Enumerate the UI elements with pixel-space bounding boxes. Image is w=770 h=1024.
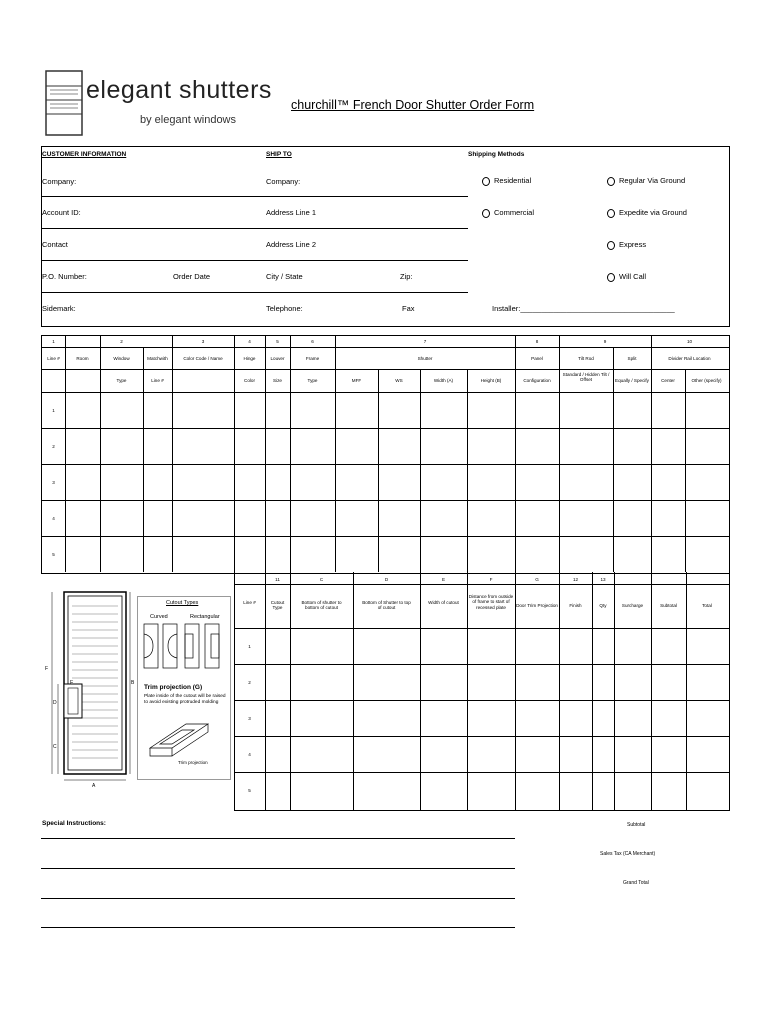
- regular-ground-label: Regular Via Ground: [619, 176, 686, 185]
- dim-b-label: B: [131, 680, 135, 686]
- table-row: 1: [52, 408, 55, 413]
- header-distance: Distance from outside of frame to start of recessed plate: [468, 594, 514, 610]
- header-frame: Frame: [305, 356, 320, 361]
- instructions-line[interactable]: [41, 868, 515, 869]
- col-number: E: [441, 577, 446, 582]
- header-panel: Panel: [531, 356, 543, 361]
- order-date-label: Order Date: [173, 272, 211, 281]
- col-number: G: [535, 577, 539, 582]
- commercial-label: Commercial: [494, 208, 535, 217]
- header-height: Height (B): [480, 378, 502, 383]
- radio-express[interactable]: [607, 240, 646, 250]
- radio-icon: [607, 241, 615, 250]
- header-surcharge: Surcharge: [621, 603, 644, 608]
- header-width-cutout: Width of cutout: [428, 600, 459, 605]
- logo-tagline: by elegant windows: [140, 114, 237, 126]
- radio-icon: [482, 209, 490, 218]
- table-row: 3: [52, 480, 55, 485]
- sales-tax-label: Sales Tax (CA Merchant): [600, 851, 656, 857]
- header-door-trim: Door Trim Projection: [516, 603, 558, 608]
- header-finish: Finish: [569, 603, 582, 608]
- radio-icon: [607, 273, 615, 282]
- dim-e-label: E: [70, 680, 74, 686]
- col-number: F: [489, 577, 493, 582]
- header-split: Split: [627, 356, 637, 361]
- header-ws: WS: [395, 378, 403, 383]
- rectangular-label: Rectangular: [190, 614, 220, 620]
- order-table-main: [41, 335, 730, 574]
- header-subtotal: Subtotal: [660, 603, 677, 608]
- header-frame-type: Type: [307, 378, 318, 383]
- header-bottom-shutter-top: Bottom of Shutter to top of cutout: [362, 600, 411, 611]
- header-louver-size: Size: [273, 378, 282, 383]
- radio-expedite-ground[interactable]: [607, 208, 687, 218]
- header-tilt-standard: Standard / Hidden Tilt / Offset: [562, 372, 610, 383]
- radio-will-call[interactable]: [607, 272, 646, 282]
- header-color-code: Color Code / Name: [183, 356, 223, 361]
- header-total: Total: [702, 603, 712, 608]
- table-row: 5: [248, 788, 251, 793]
- header-line: Line #: [47, 356, 60, 361]
- col-number: 7: [423, 339, 427, 344]
- radio-regular-ground[interactable]: [607, 176, 685, 186]
- col-number: 4: [248, 339, 251, 344]
- trim-projection-icon: [146, 718, 220, 766]
- dim-d-label: D: [53, 700, 57, 706]
- header-window-type: Type: [116, 378, 127, 383]
- trim-label: Trim projection: [178, 760, 208, 765]
- header-center: Center: [661, 378, 675, 383]
- curved-label: Curved: [150, 614, 168, 620]
- instructions-line[interactable]: [41, 927, 515, 928]
- footer-subtotal-label: Subtotal: [627, 822, 646, 828]
- address-line1-label: Address Line 1: [266, 208, 317, 217]
- dim-f-label: F: [45, 666, 49, 672]
- installer-label: Installer:_____________________________________: [492, 304, 675, 313]
- header-configuration: Configuration: [523, 378, 551, 383]
- header-hinge-color: Color: [244, 378, 255, 383]
- col-number: 2: [120, 339, 123, 344]
- shipto-company-label: Company:: [266, 177, 301, 186]
- po-number-label: P.O. Number:: [42, 272, 87, 281]
- radio-icon: [482, 177, 490, 186]
- expedite-ground-label: Expedite via Ground: [619, 208, 687, 217]
- header-mff: MFF: [351, 378, 362, 383]
- fax-label: Fax: [402, 304, 415, 313]
- table-row: 4: [248, 752, 251, 757]
- table-row: 1: [248, 644, 251, 649]
- cutout-types-label: Cutout Types: [166, 600, 199, 606]
- customer-company-label: Company:: [42, 177, 77, 186]
- col-number: 6: [311, 339, 314, 344]
- will-call-label: Will Call: [619, 272, 647, 281]
- grand-total-label: Grand Total: [623, 880, 649, 886]
- residential-label: Residential: [494, 176, 532, 185]
- header-louver: Louver: [270, 356, 285, 361]
- col-number: 10: [686, 339, 693, 344]
- radio-icon: [607, 209, 615, 218]
- logo-shutter-icon: [45, 70, 85, 138]
- header-tilt-rod: Tilt Rod: [578, 356, 594, 361]
- page-title: churchill™ French Door Shutter Order Form: [291, 98, 535, 112]
- header-shutter: Shutter: [417, 356, 433, 361]
- express-label: Express: [619, 240, 647, 249]
- col-number: 9: [603, 339, 607, 344]
- radio-icon: [607, 177, 615, 186]
- special-instructions-label: Special Instructions:: [42, 820, 106, 827]
- header-bottom-shutter-cutout: Bottom of shutter to bottom of cutout: [301, 600, 342, 611]
- header-matchwith-line: Line #: [151, 378, 164, 383]
- col-number: 8: [535, 339, 539, 344]
- col-number: 12: [572, 577, 579, 582]
- header-cutout-type: Cutout Type: [270, 600, 285, 611]
- zip-label: Zip:: [400, 272, 413, 281]
- col-number: 11: [275, 577, 280, 582]
- col-number: C: [319, 577, 324, 582]
- contact-label: Contact: [42, 240, 68, 249]
- logo-brand: elegant shutters: [86, 76, 272, 104]
- instructions-line[interactable]: [41, 838, 515, 839]
- sidemark-label: Sidemark:: [42, 304, 76, 313]
- col-number: 3: [201, 339, 205, 344]
- header-window: Window: [113, 356, 130, 361]
- ship-to-heading: SHIP TO: [266, 151, 292, 158]
- header-qty: Qty: [599, 603, 607, 608]
- instructions-line[interactable]: [41, 898, 515, 899]
- shipping-methods-heading: Shipping Methods: [468, 151, 525, 158]
- dim-c-label: C: [53, 744, 57, 750]
- col-number: 5: [276, 339, 279, 344]
- address-line2-label: Address Line 2: [266, 240, 317, 249]
- col-number: 13: [600, 577, 606, 582]
- header-hinge: Hinge: [243, 356, 256, 361]
- cutout-shapes-icon: [143, 622, 225, 672]
- dim-a-label: A: [92, 783, 96, 789]
- table-row: 2: [248, 680, 251, 685]
- header-matchwith: Matchwith: [147, 356, 168, 361]
- header-line: Line #: [243, 600, 256, 605]
- table-row: 3: [248, 716, 251, 721]
- header-divider: Divider Rail Location: [668, 356, 711, 361]
- header-other: Other (specify): [691, 378, 722, 383]
- table-row: 4: [52, 516, 55, 521]
- table-row: 5: [52, 552, 55, 557]
- trim-projection-label: Trim projection (G): [144, 684, 203, 691]
- table-row: 2: [52, 444, 55, 449]
- city-state-label: City / State: [266, 272, 303, 281]
- customer-info-box: [41, 146, 730, 327]
- header-width: Width (A): [433, 378, 454, 383]
- radio-commercial[interactable]: [482, 208, 534, 218]
- radio-residential[interactable]: [482, 176, 531, 186]
- col-number: D: [384, 577, 389, 582]
- col-number: 1: [52, 339, 55, 344]
- trim-note: Plate inside of the cutout will be raised to avoid existing protruded molding: [144, 694, 226, 705]
- account-id-label: Account ID:: [42, 208, 81, 217]
- telephone-label: Telephone:: [266, 304, 303, 313]
- header-split-equally: Equally / Specify: [615, 378, 649, 383]
- header-room: Room: [76, 356, 89, 361]
- customer-info-heading: CUSTOMER INFORMATION: [42, 151, 127, 158]
